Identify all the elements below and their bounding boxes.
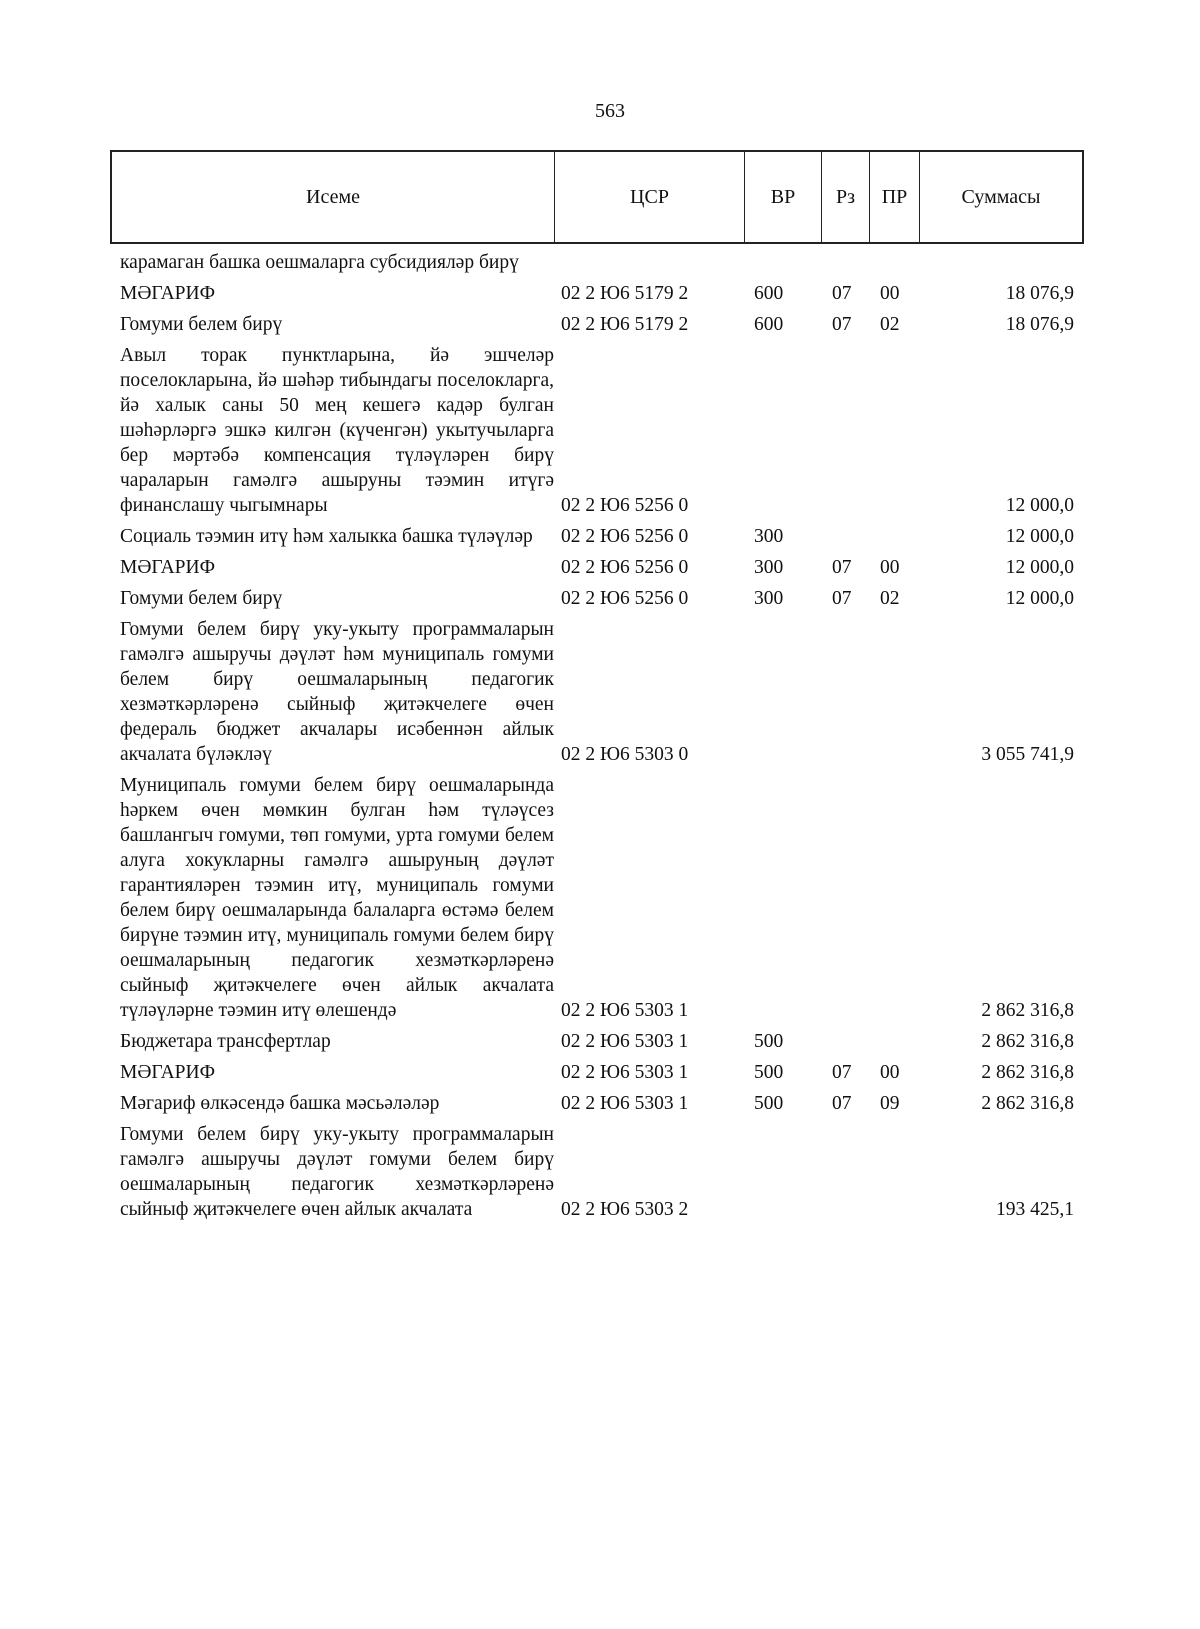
table-row — [120, 617, 1082, 767]
cell-name: МӘГАРИФ — [120, 283, 215, 304]
cell-csr: 02 2 Ю6 5303 2 — [561, 1199, 689, 1220]
cell-sum: 18 076,9 — [1005, 283, 1074, 304]
cell-sum: 12 000,0 — [1005, 526, 1074, 547]
cell-csr: 02 2 Ю6 5256 0 — [561, 495, 689, 516]
cell-csr: 02 2 Ю6 5303 1 — [561, 1031, 689, 1052]
cell-sum: 2 862 316,8 — [981, 1000, 1074, 1021]
cell-pr: 00 — [880, 283, 900, 304]
cell-sum: 12 000,0 — [1005, 588, 1074, 609]
table-row — [120, 312, 1082, 337]
cell-csr: 02 2 Ю6 5303 1 — [561, 1093, 689, 1114]
cell-csr: 02 2 Ю6 5303 1 — [561, 1000, 689, 1021]
cell-pr: 02 — [880, 588, 900, 609]
cell-name: Муниципаль гомуми белем бирү оешмаларында һәркем өчен мөмкин булган һәм түләүсез башлангыч гомуми, төп гомуми, урта гомуми белем алуга хокукларны гамәлгә ашыруның дәүләт гарантияләрен тәэмин итү, муниципаль гомуми белем бирү оешмаларында балаларга өстәмә белем бирүне тәэмин итү, муниципаль гомуми белем бирү оешмаларының педагогик хезмәткәрләренә сыйныф җитәкчелеге өчен айлык акчалата түләүләрне тәэмин итү өлешендә — [120, 775, 554, 1021]
cell-name: Бюджетара трансфертлар — [120, 1031, 331, 1052]
cell-csr: 02 2 Ю6 5256 0 — [561, 557, 689, 578]
table-body — [120, 250, 1082, 1228]
cell-sum: 18 076,9 — [1005, 314, 1074, 335]
cell-rz: 07 — [832, 283, 852, 304]
cell-vr: 600 — [754, 314, 784, 335]
cell-sum: 2 862 316,8 — [981, 1062, 1074, 1083]
table-row — [120, 524, 1082, 549]
header-csr: ЦСР — [555, 152, 745, 242]
cell-vr: 500 — [754, 1093, 784, 1114]
cell-sum: 2 862 316,8 — [981, 1031, 1074, 1052]
cell-csr: 02 2 Ю6 5256 0 — [561, 588, 689, 609]
cell-name: Социаль тәэмин итү һәм халыкка башка түләүләр — [120, 526, 533, 547]
cell-pr: 00 — [880, 1062, 900, 1083]
cell-vr: 500 — [754, 1062, 784, 1083]
table-row — [120, 281, 1082, 306]
header-sum: Суммасы — [961, 185, 1041, 208]
table-row — [120, 555, 1082, 580]
cell-sum: 12 000,0 — [1005, 557, 1074, 578]
cell-name: Мәгариф өлкәсендә башка мәсьәләләр — [120, 1093, 440, 1114]
cell-vr: 600 — [754, 283, 784, 304]
cell-pr: 02 — [880, 314, 900, 335]
table-row — [120, 1060, 1082, 1085]
cell-name: Гомуми белем бирү уку-укыту программаларын гамәлгә ашыручы дәүләт гомуми белем бирү оешмаларының педагогик хезмәткәрләренә сыйныф җитәкчелеге өчен айлык акчалата — [120, 1124, 554, 1220]
cell-name: Гомуми белем бирү — [120, 314, 283, 335]
cell-vr: 300 — [754, 557, 784, 578]
cell-name: Гомуми белем бирү — [120, 588, 283, 609]
cell-rz: 07 — [832, 588, 852, 609]
table-row — [120, 586, 1082, 611]
cell-csr: 02 2 Ю6 5303 0 — [561, 744, 689, 765]
cell-sum: 2 862 316,8 — [981, 1093, 1074, 1114]
cell-vr: 300 — [754, 526, 784, 547]
cell-name: Авыл торак пунктларына, йә эшчеләр поселокларына, йә шәһәр тибындагы поселокларга, йә халык саны 50 мең кешегә кадәр булган шәһәрләргә эшкә килгән (күченгән) укытучыларга бер мәртәбә компенсация түләүләрен бирү чараларын гамәлгә ашыруны тәэмин итүгә финанслашу чыгымнары — [120, 345, 554, 516]
table-row — [120, 1122, 1082, 1222]
cell-name: Гомуми белем бирү уку-укыту программаларын гамәлгә ашыручы дәүләт һәм муниципаль гомуми белем бирү оешмаларының педагогик хезмәткәрләренә сыйныф җитәкчелеге өчен федераль бюджет акчалары исәбеннән айлык акчалата бүләкләү — [120, 619, 554, 765]
cell-rz: 07 — [832, 1062, 852, 1083]
cell-pr: 09 — [880, 1093, 900, 1114]
cell-pr: 00 — [880, 557, 900, 578]
header-pr: ПР — [870, 152, 920, 242]
cell-rz: 07 — [832, 557, 852, 578]
header-name: Исеме — [112, 152, 555, 242]
table-header — [110, 150, 1084, 244]
cell-vr: 300 — [754, 588, 784, 609]
cell-name: карамаган башка оешмаларга субсидияләр бирү — [120, 252, 519, 273]
cell-csr: 02 2 Ю6 5303 1 — [561, 1062, 689, 1083]
cell-csr: 02 2 Ю6 5256 0 — [561, 526, 689, 547]
table-row — [120, 1091, 1082, 1116]
table-row — [120, 343, 1082, 518]
table-row — [120, 1029, 1082, 1054]
cell-rz: 07 — [832, 314, 852, 335]
cell-vr: 500 — [754, 1031, 784, 1052]
cell-sum: 193 425,1 — [996, 1199, 1074, 1220]
cell-csr: 02 2 Ю6 5179 2 — [561, 283, 689, 304]
cell-name: МӘГАРИФ — [120, 557, 215, 578]
header-vr: ВР — [745, 152, 822, 242]
cell-name: МӘГАРИФ — [120, 1062, 215, 1083]
header-rz: Рз — [822, 152, 870, 242]
cell-rz: 07 — [832, 1093, 852, 1114]
table-row — [120, 250, 1082, 275]
cell-sum: 12 000,0 — [1005, 495, 1074, 516]
cell-sum: 3 055 741,9 — [981, 744, 1074, 765]
table-row — [120, 773, 1082, 1023]
page-number: 563 — [595, 100, 625, 122]
cell-csr: 02 2 Ю6 5179 2 — [561, 314, 689, 335]
